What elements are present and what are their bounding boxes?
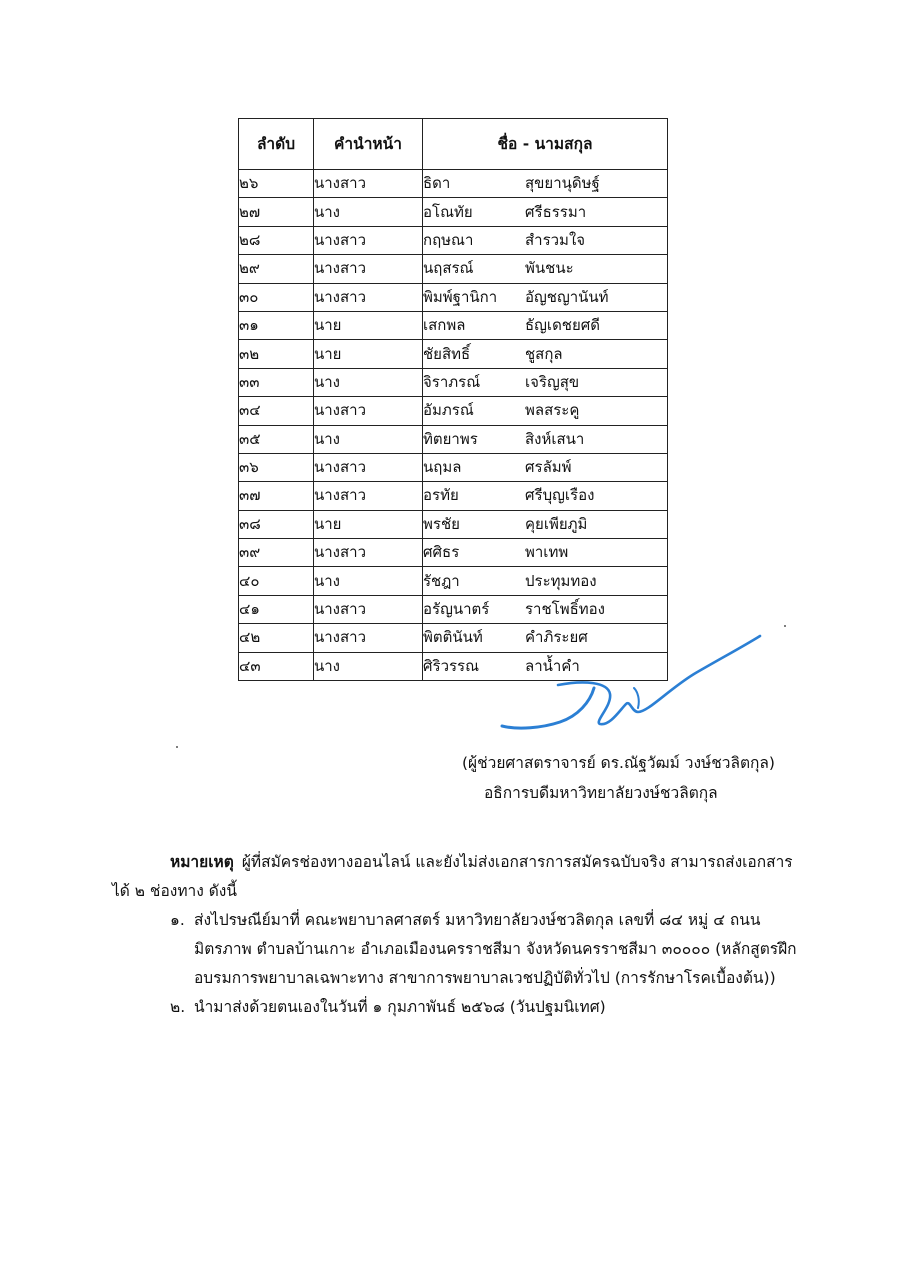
row-first-name: ศศิธร <box>423 543 460 562</box>
row-number: ๔๒ <box>239 624 314 652</box>
row-last-name: คำภิระยศ <box>525 628 588 647</box>
row-first-name: ศิริวรรณ <box>423 656 480 675</box>
note-intro-paragraph <box>112 848 802 906</box>
row-last-name: สำรวมใจ <box>525 230 586 249</box>
scan-speck <box>784 625 786 627</box>
row-number: ๓๕ <box>239 425 314 453</box>
table-row <box>239 595 668 623</box>
row-prefix: นางสาว <box>314 453 423 481</box>
row-first-name: พรชัย <box>423 514 460 533</box>
row-number: ๓๐ <box>239 283 314 311</box>
row-fullname <box>423 510 668 538</box>
header-name: ชื่อ - นามสกุล <box>423 119 668 170</box>
row-number: ๓๑ <box>239 311 314 339</box>
row-fullname <box>423 340 668 368</box>
row-prefix: นาง <box>314 567 423 595</box>
table-row <box>239 226 668 254</box>
row-first-name: กฤษณา <box>423 230 474 249</box>
note-label: หมายเหตุ <box>170 853 234 871</box>
row-prefix: นางสาว <box>314 170 423 198</box>
row-number: ๓๓ <box>239 368 314 396</box>
table-row <box>239 340 668 368</box>
signature-image <box>498 630 788 740</box>
row-last-name: อัญชญานันท์ <box>525 287 609 306</box>
row-prefix: นางสาว <box>314 226 423 254</box>
row-prefix: นางสาว <box>314 255 423 283</box>
row-first-name: พิตตินันท์ <box>423 628 483 647</box>
table-row <box>239 482 668 510</box>
row-fullname <box>423 482 668 510</box>
table-row <box>239 170 668 198</box>
header-prefix: คำนำหน้า <box>314 119 423 170</box>
row-fullname <box>423 425 668 453</box>
row-prefix: นาย <box>314 340 423 368</box>
row-number: ๓๒ <box>239 340 314 368</box>
table-row <box>239 539 668 567</box>
row-first-name: ชัยสิทธิ์ <box>423 344 471 363</box>
row-last-name: ประทุมทอง <box>525 571 597 590</box>
row-number: ๓๗ <box>239 482 314 510</box>
row-first-name: อรทัย <box>423 486 459 505</box>
row-last-name: ธัญเดชยศดี <box>525 316 601 335</box>
note-item-number: ๒. <box>170 998 186 1016</box>
row-prefix: นางสาว <box>314 624 423 652</box>
row-last-name: ศรีบุญเรือง <box>525 486 595 505</box>
note-item-text: นำมาส่งด้วยตนเองในวันที่ ๑ กุมภาพันธ์ ๒๕๖๘ (วันปฐมนิเทศ) <box>194 998 606 1016</box>
row-first-name: นฤสรณ์ <box>423 259 474 278</box>
table-header-row <box>239 119 668 170</box>
row-number: ๓๖ <box>239 453 314 481</box>
row-number: ๓๘ <box>239 510 314 538</box>
row-fullname <box>423 226 668 254</box>
row-fullname <box>423 397 668 425</box>
row-number: ๔๑ <box>239 595 314 623</box>
row-first-name: อโณทัย <box>423 202 473 221</box>
table-row <box>239 255 668 283</box>
row-last-name: ชูสกุล <box>525 344 563 363</box>
row-number: ๒๗ <box>239 198 314 226</box>
row-prefix: นางสาว <box>314 397 423 425</box>
row-fullname <box>423 311 668 339</box>
row-prefix: นาง <box>314 368 423 396</box>
row-last-name: คุยเพียภูมิ <box>525 514 588 533</box>
row-prefix: นาย <box>314 311 423 339</box>
row-fullname <box>423 539 668 567</box>
row-prefix: นางสาว <box>314 595 423 623</box>
table-row <box>239 198 668 226</box>
note-item-number: ๑. <box>170 911 185 929</box>
row-last-name: ราชโพธิ์ทอง <box>525 600 605 619</box>
row-last-name: พลสระคู <box>525 401 580 420</box>
row-number: ๔๐ <box>239 567 314 595</box>
note-item-text: ส่งไปรษณีย์มาที่ คณะพยาบาลศาสตร์ มหาวิทยาลัยวงษ์ชวลิตกุล เลขที่ ๘๔ หมู่ ๔ ถนนมิตรภาพ ตำบลบ้านเกาะ อำเภอเมืองนครราชสีมา จังหวัดนครราชสีมา ๓๐๐๐๐ (หลักสูตรฝึกอบรมการพยาบาลเฉพาะทาง สาขาการพยาบาลเวชปฏิบัติทั่วไป (การรักษาโรคเบื้องต้น)) <box>194 911 797 987</box>
row-first-name: ธิดา <box>423 174 451 193</box>
row-number: ๒๘ <box>239 226 314 254</box>
row-last-name: สุขยานุดิษฐ์ <box>525 174 600 193</box>
row-fullname <box>423 567 668 595</box>
row-fullname <box>423 170 668 198</box>
table-row <box>239 425 668 453</box>
table-row <box>239 397 668 425</box>
row-last-name: พาเทพ <box>525 543 569 562</box>
note-intro: ผู้ที่สมัครช่องทางออนไลน์ และยังไม่ส่งเอกสารการสมัครฉบับจริง สามารถส่งเอกสารได้ ๒ ช่องทาง ดังนี้ <box>112 853 793 900</box>
note-item-1 <box>112 906 802 993</box>
participant-table <box>238 118 668 681</box>
table-row <box>239 510 668 538</box>
table-row <box>239 283 668 311</box>
row-fullname <box>423 453 668 481</box>
row-prefix: นางสาว <box>314 539 423 567</box>
row-number: ๔๓ <box>239 652 314 680</box>
row-first-name: นฤมล <box>423 458 462 477</box>
row-fullname <box>423 595 668 623</box>
row-first-name: อรัญนาตร์ <box>423 600 490 619</box>
row-last-name: เจริญสุข <box>525 372 580 391</box>
row-prefix: นาง <box>314 198 423 226</box>
note-section <box>112 848 802 1022</box>
row-first-name: ทิตยาพร <box>423 429 478 448</box>
row-first-name: จิราภรณ์ <box>423 372 481 391</box>
row-number: ๒๙ <box>239 255 314 283</box>
note-item-2 <box>112 993 802 1022</box>
table-row <box>239 368 668 396</box>
row-first-name: เสกพล <box>423 316 466 335</box>
row-prefix: นาย <box>314 510 423 538</box>
table-body <box>239 170 668 681</box>
row-prefix: นาง <box>314 652 423 680</box>
row-first-name: อัมภรณ์ <box>423 401 474 420</box>
row-last-name: สิงห์เสนา <box>525 429 585 448</box>
row-last-name: ศรลัมพ์ <box>525 458 572 477</box>
row-prefix: นางสาว <box>314 482 423 510</box>
row-fullname <box>423 255 668 283</box>
row-first-name: รัชฎา <box>423 571 460 590</box>
header-no: ลำดับ <box>239 119 314 170</box>
row-fullname <box>423 368 668 396</box>
signatory-title: อธิการบดีมหาวิทยาลัยวงษ์ชวลิตกุล <box>484 784 718 802</box>
table-row <box>239 311 668 339</box>
scan-speck <box>176 746 178 748</box>
row-number: ๓๙ <box>239 539 314 567</box>
row-last-name: ศรีธรรมา <box>525 202 587 221</box>
row-first-name: พิมพ์ฐานิกา <box>423 287 498 306</box>
row-prefix: นาง <box>314 425 423 453</box>
row-number: ๒๖ <box>239 170 314 198</box>
row-prefix: นางสาว <box>314 283 423 311</box>
table-row <box>239 567 668 595</box>
row-number: ๓๔ <box>239 397 314 425</box>
row-fullname <box>423 198 668 226</box>
signatory-name: (ผู้ช่วยศาสตราจารย์ ดร.ณัฐวัฒม์ วงษ์ชวลิตกุล) <box>462 754 775 772</box>
row-last-name: พันชนะ <box>525 259 574 278</box>
table-row <box>239 453 668 481</box>
row-fullname <box>423 283 668 311</box>
row-last-name: ลาน้ำคำ <box>525 656 580 675</box>
